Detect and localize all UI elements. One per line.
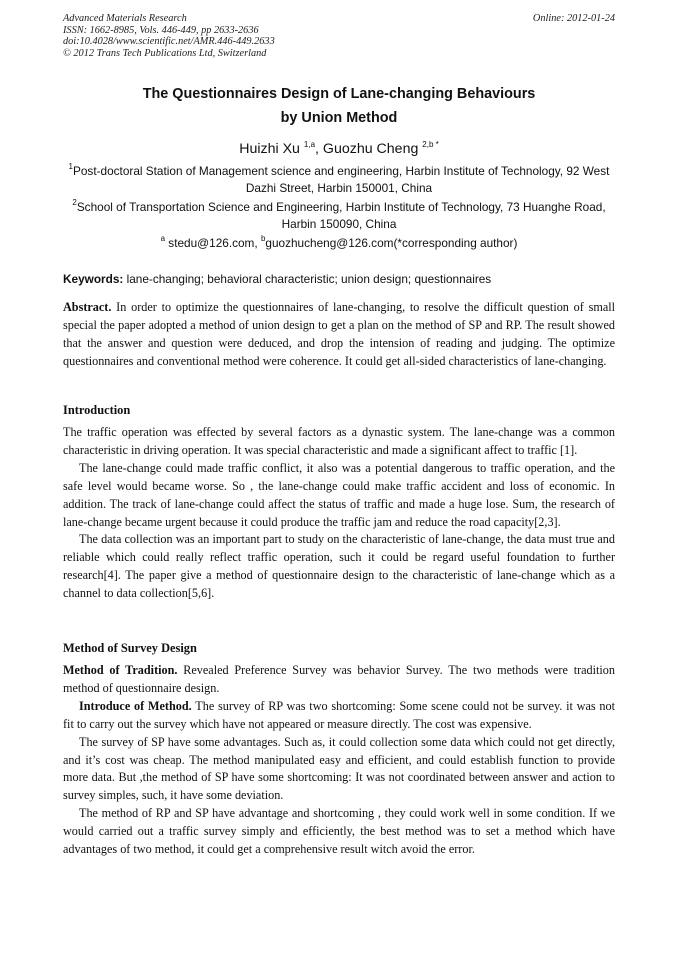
introduction-paragraph-3: The data collection was an important part to study on the characteristic of lane-change, the data must true and reliable which could really reflect traffic operation, such it could be regard useful foundation to further research[4]. The paper give a method of questionnaire design to the characteristic of lane-change which as a channel to data collection[5,6]. xyxy=(63,532,615,601)
keywords xyxy=(63,271,615,288)
section-heading-introduction: Introduction xyxy=(63,403,131,417)
method-body xyxy=(63,662,615,859)
author-2: Guozhu Cheng xyxy=(322,141,423,157)
method-tradition-text: Revealed Preference Survey was behavior Survey. The two methods were tradition method of questionnaire design. xyxy=(63,663,615,695)
abstract xyxy=(63,299,615,371)
method-introduce-text: The survey of RP was two shortcoming: Some scene could not be survey. it was not fit to carry out the survey which have not appeared or measure directly. The cost was expensive. xyxy=(63,698,616,731)
section-heading-method: Method of Survey Design xyxy=(63,641,197,655)
introduction-paragraph-2: The lane-change could made traffic conflict, it also was a potential dangerous to traffic operation, and the safe level would became worse. So , the lane-change could make traffic accident and loss of economic. In addition. The track of lane-change could affect the status of traffic and made a huge lose. Sum, the research of lane-change became urgent because it could produce the traffic jam and reduce the road capacity[2,3]. xyxy=(63,460,615,529)
email-a-mark: a xyxy=(160,234,166,243)
email-line xyxy=(63,235,615,252)
journal-header xyxy=(63,13,275,59)
author-1-affiliation-mark: 1,a xyxy=(303,140,316,149)
issn-line: ISSN: 1662-8985, Vols. 446-449, pp 2633-2636 xyxy=(63,24,259,36)
email-b: guozhucheng@126.com(*corresponding author) xyxy=(265,236,518,250)
abstract-label: Abstract. xyxy=(63,300,112,314)
affiliation-1-mark: 1 xyxy=(68,162,73,171)
email-b-mark: b xyxy=(260,234,266,243)
method-rp-sp-paragraph: The method of RP and SP have advantage and shortcoming , they could work well in some condition. If we would carried out a traffic survey simply and efficiently, the best method was to set a method which have advantages of two method, it could get a comprehensive result witch avoid the error. xyxy=(63,806,615,857)
introduction-body xyxy=(63,424,615,603)
introduction-paragraph-1: The traffic operation was effected by several factors as a dynastic system. The lane-change was a common characteristic in driving operation. It was special characteristic and made a significant affect to traffic [1]. xyxy=(63,425,615,457)
abstract-text: In order to optimize the questionnaires of lane-changing, to resolve the difficult question of small special the paper adopted a method of union design to get a plan on the method of SP and RP. The result showed that the answer and question were deduced, and drop the intension of reading and judging. The optimize questionnaires and conventional method were coherence. It could get all-sided characteristics of lane-changing. xyxy=(63,300,615,368)
affiliation-1-text: Post-doctoral Station of Management science and engineering, Harbin Institute of Technology, 92 West Dazhi Street, Harbin 150001, China xyxy=(73,164,610,195)
method-tradition-label: Method of Tradition. xyxy=(63,663,178,677)
method-tradition-paragraph xyxy=(63,662,615,698)
affiliation-1 xyxy=(63,163,615,197)
author-2-affiliation-mark: 2,b * xyxy=(422,140,439,149)
paper-title xyxy=(63,82,615,130)
online-date: Online: 2012-01-24 xyxy=(532,13,615,24)
copyright-line: © 2012 Trans Tech Publications Ltd, Switzerland xyxy=(63,47,267,59)
method-introduce-paragraph xyxy=(63,698,615,734)
method-introduce-label: Introduce of Method. xyxy=(79,698,192,713)
email-a: stedu@126.com, xyxy=(165,236,261,250)
affiliation-2-text: School of Transportation Science and Engineering, Harbin Institute of Technology, 73 Huanghe Road, Harbin 150090, China xyxy=(76,200,606,231)
title-line-2: by Union Method xyxy=(280,110,398,126)
method-sp-paragraph: The survey of SP have some advantages. Such as, it could collection some data which could not get directly, and it’s cost was cheap. The method manipulated easy and efficient, and could establish function to provide more data. But ,the method of SP have some shortcoming: It was not coordinated between answer and action to survey simples, such, it have some deviation. xyxy=(63,734,615,803)
keywords-text: lane-changing; behavioral characteristic; union design; questionnaires xyxy=(123,272,492,286)
doi-line: doi:10.4028/www.scientific.net/AMR.446-449.2633 xyxy=(63,36,275,48)
author-1: Huizhi Xu xyxy=(239,141,304,157)
journal-name: Advanced Materials Research xyxy=(63,13,187,24)
affiliation-2 xyxy=(63,199,615,233)
author-list xyxy=(63,139,615,159)
title-line-1: The Questionnaires Design of Lane-changing Behaviours xyxy=(142,86,536,102)
author-separator: , xyxy=(315,141,323,157)
affiliation-2-mark: 2 xyxy=(72,198,77,207)
keywords-label: Keywords: xyxy=(63,272,124,286)
